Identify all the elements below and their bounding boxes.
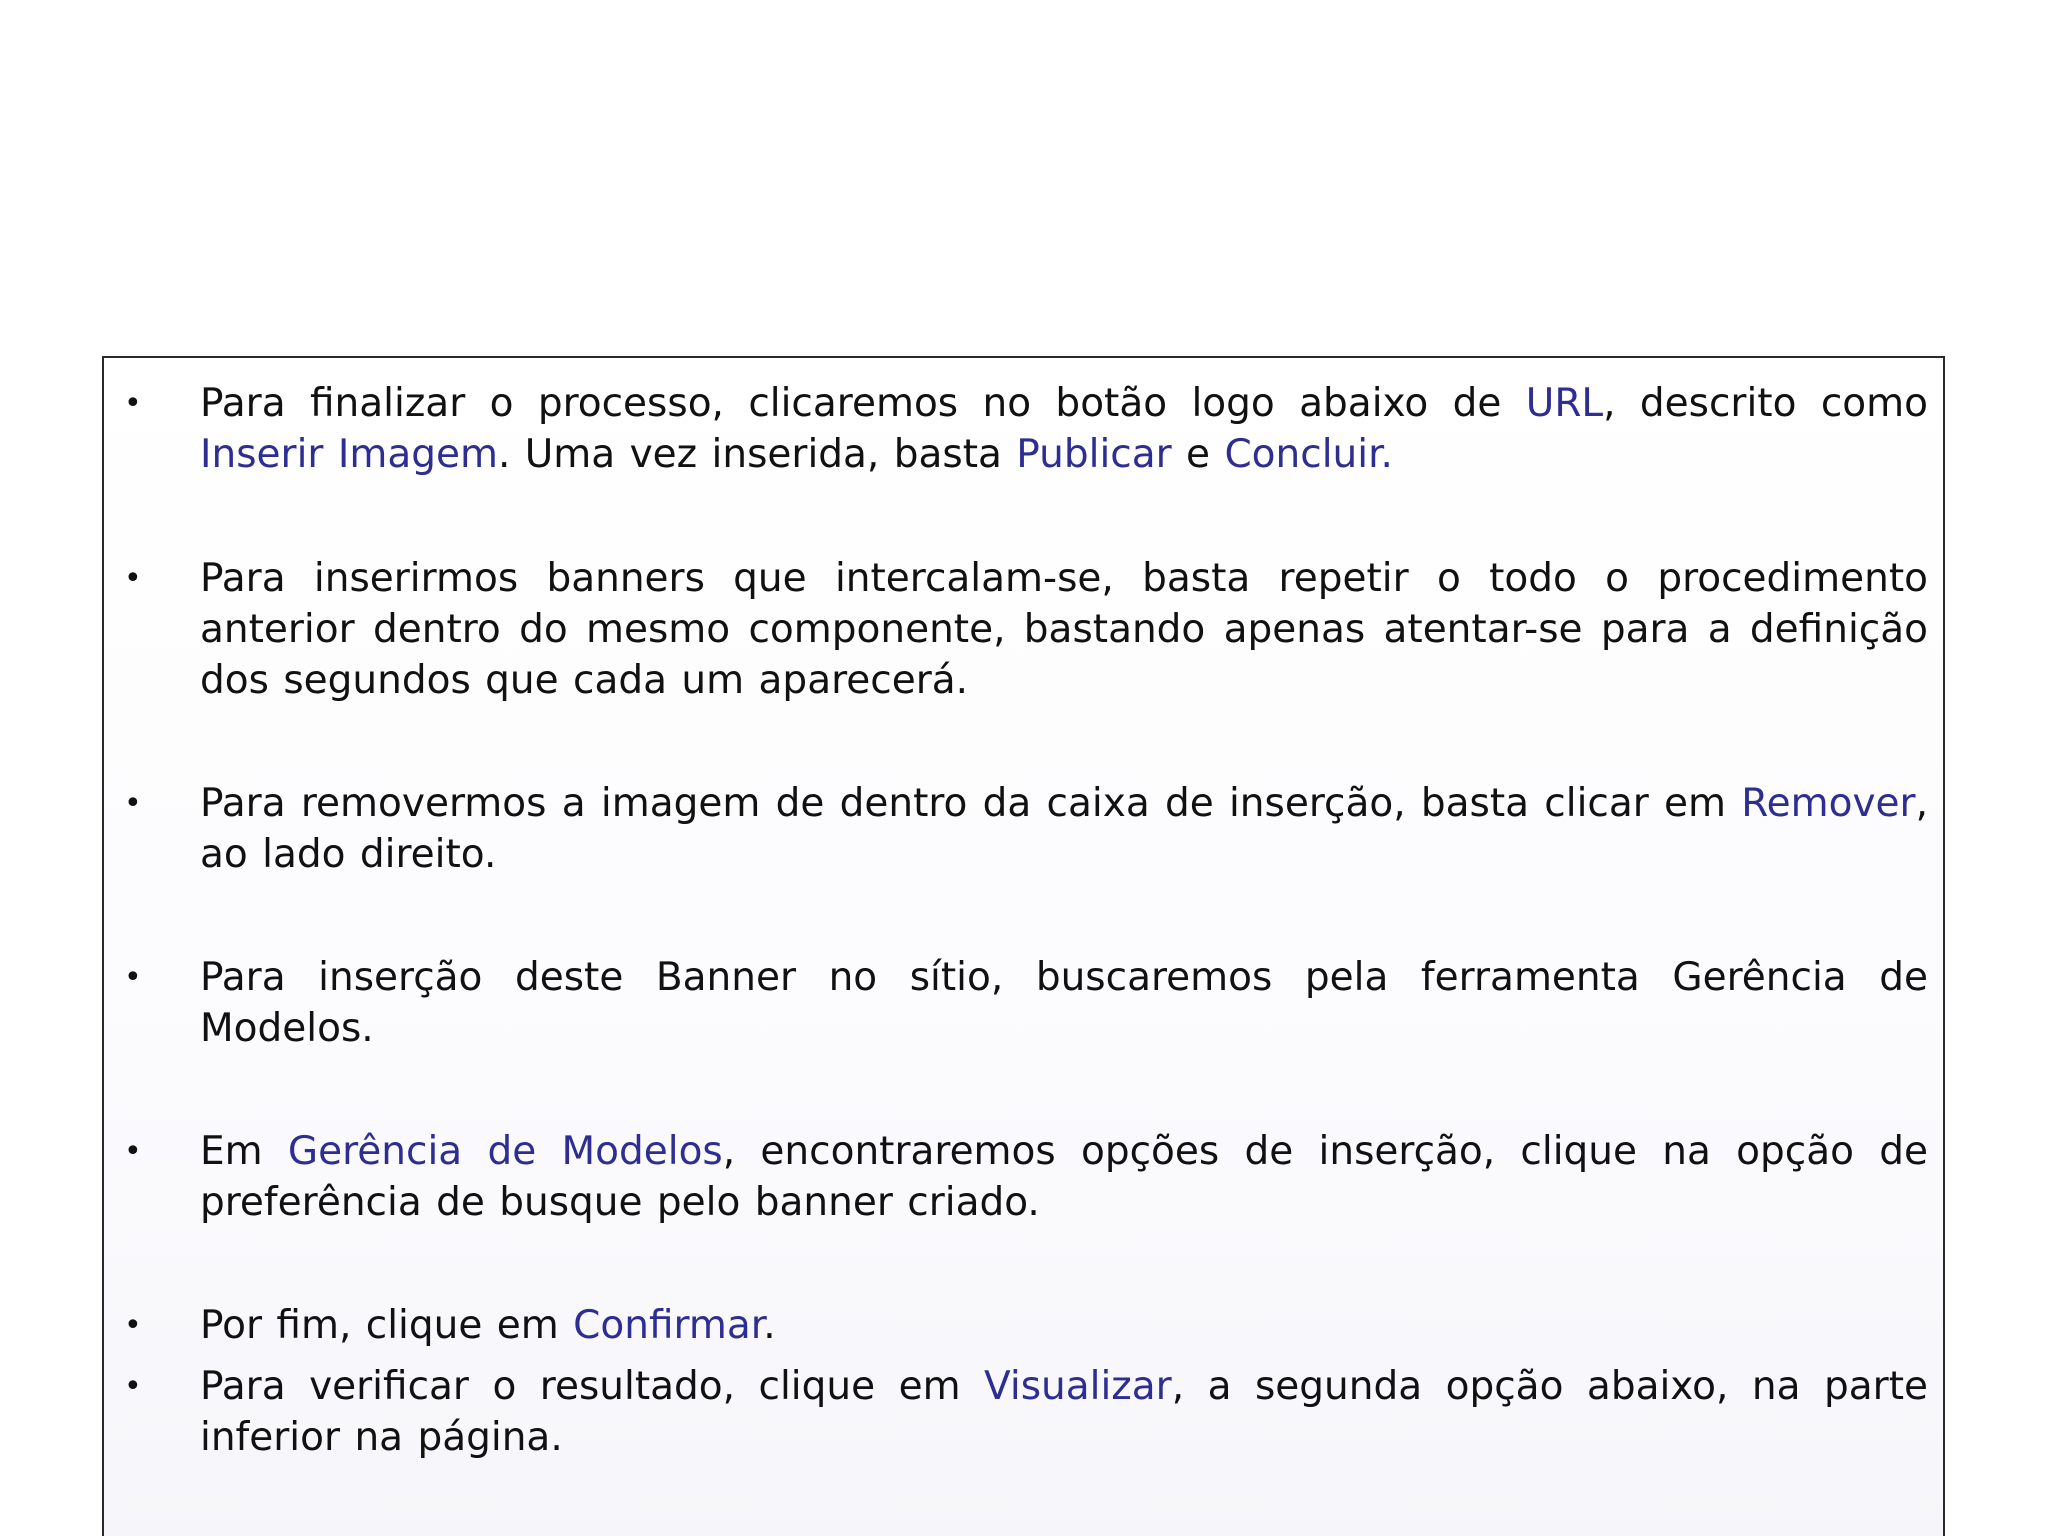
highlight-confirmar: Confirmar [573, 1303, 764, 1348]
text-run: Para removermos a imagem de dentro da caixa de inserção, basta clicar em [200, 781, 1742, 826]
text-run: Em [200, 1129, 288, 1174]
item-text [200, 1361, 1928, 1463]
bullet-icon: • [124, 561, 142, 596]
text-run: , descrito como [1603, 381, 1928, 426]
text-run: Para verificar o resultado, clique em [200, 1364, 985, 1409]
content-box [102, 356, 1945, 1536]
highlight-gerencia-de-modelos: Gerência de Modelos [287, 1129, 723, 1174]
item-text: Para inserirmos banners que intercalam-se, basta repetir o todo o procedimento anterior dentro do mesmo componente, bastando apenas atentar-se para a definição dos segundos que cada um aparecerá. [200, 556, 1928, 703]
highlight-inserir-imagem: Inserir Imagem [200, 432, 498, 477]
item-text [200, 778, 1928, 880]
text-run: . [763, 1303, 776, 1348]
highlight-url: URL [1525, 381, 1604, 426]
bullet-icon: • [124, 1134, 142, 1169]
text-run: Por fim, clique em [200, 1303, 574, 1348]
bullet-icon: • [124, 1369, 142, 1404]
text-run: . Uma vez inserida, basta [497, 432, 1017, 477]
bullet-icon: • [124, 386, 142, 421]
item-text [200, 378, 1928, 480]
item-text [200, 1126, 1928, 1228]
highlight-publicar: Publicar [1016, 432, 1172, 477]
text-run: Para finalizar o processo, clicaremos no botão logo abaixo de [200, 381, 1526, 426]
item-text: Para inserção deste Banner no sítio, buscaremos pela ferramenta Gerência de Modelos. [200, 955, 1928, 1051]
text-run: e [1171, 432, 1225, 477]
highlight-remover: Remover [1741, 781, 1916, 826]
item-text [200, 1300, 1928, 1351]
bullet-icon: • [124, 1308, 142, 1343]
text-run: , a segunda opção abaixo, na parte inferior na página. [200, 1364, 1928, 1460]
bullet-icon: • [124, 960, 142, 995]
bullet-icon: • [124, 786, 142, 821]
text-run: , encontraremos opções de inserção, clique na opção de preferência de busque pelo banner criado. [200, 1129, 1929, 1225]
text-run: , ao lado direito. [200, 781, 1928, 877]
highlight-visualizar: Visualizar [984, 1364, 1172, 1409]
highlight-concluir: Concluir. [1224, 432, 1393, 477]
